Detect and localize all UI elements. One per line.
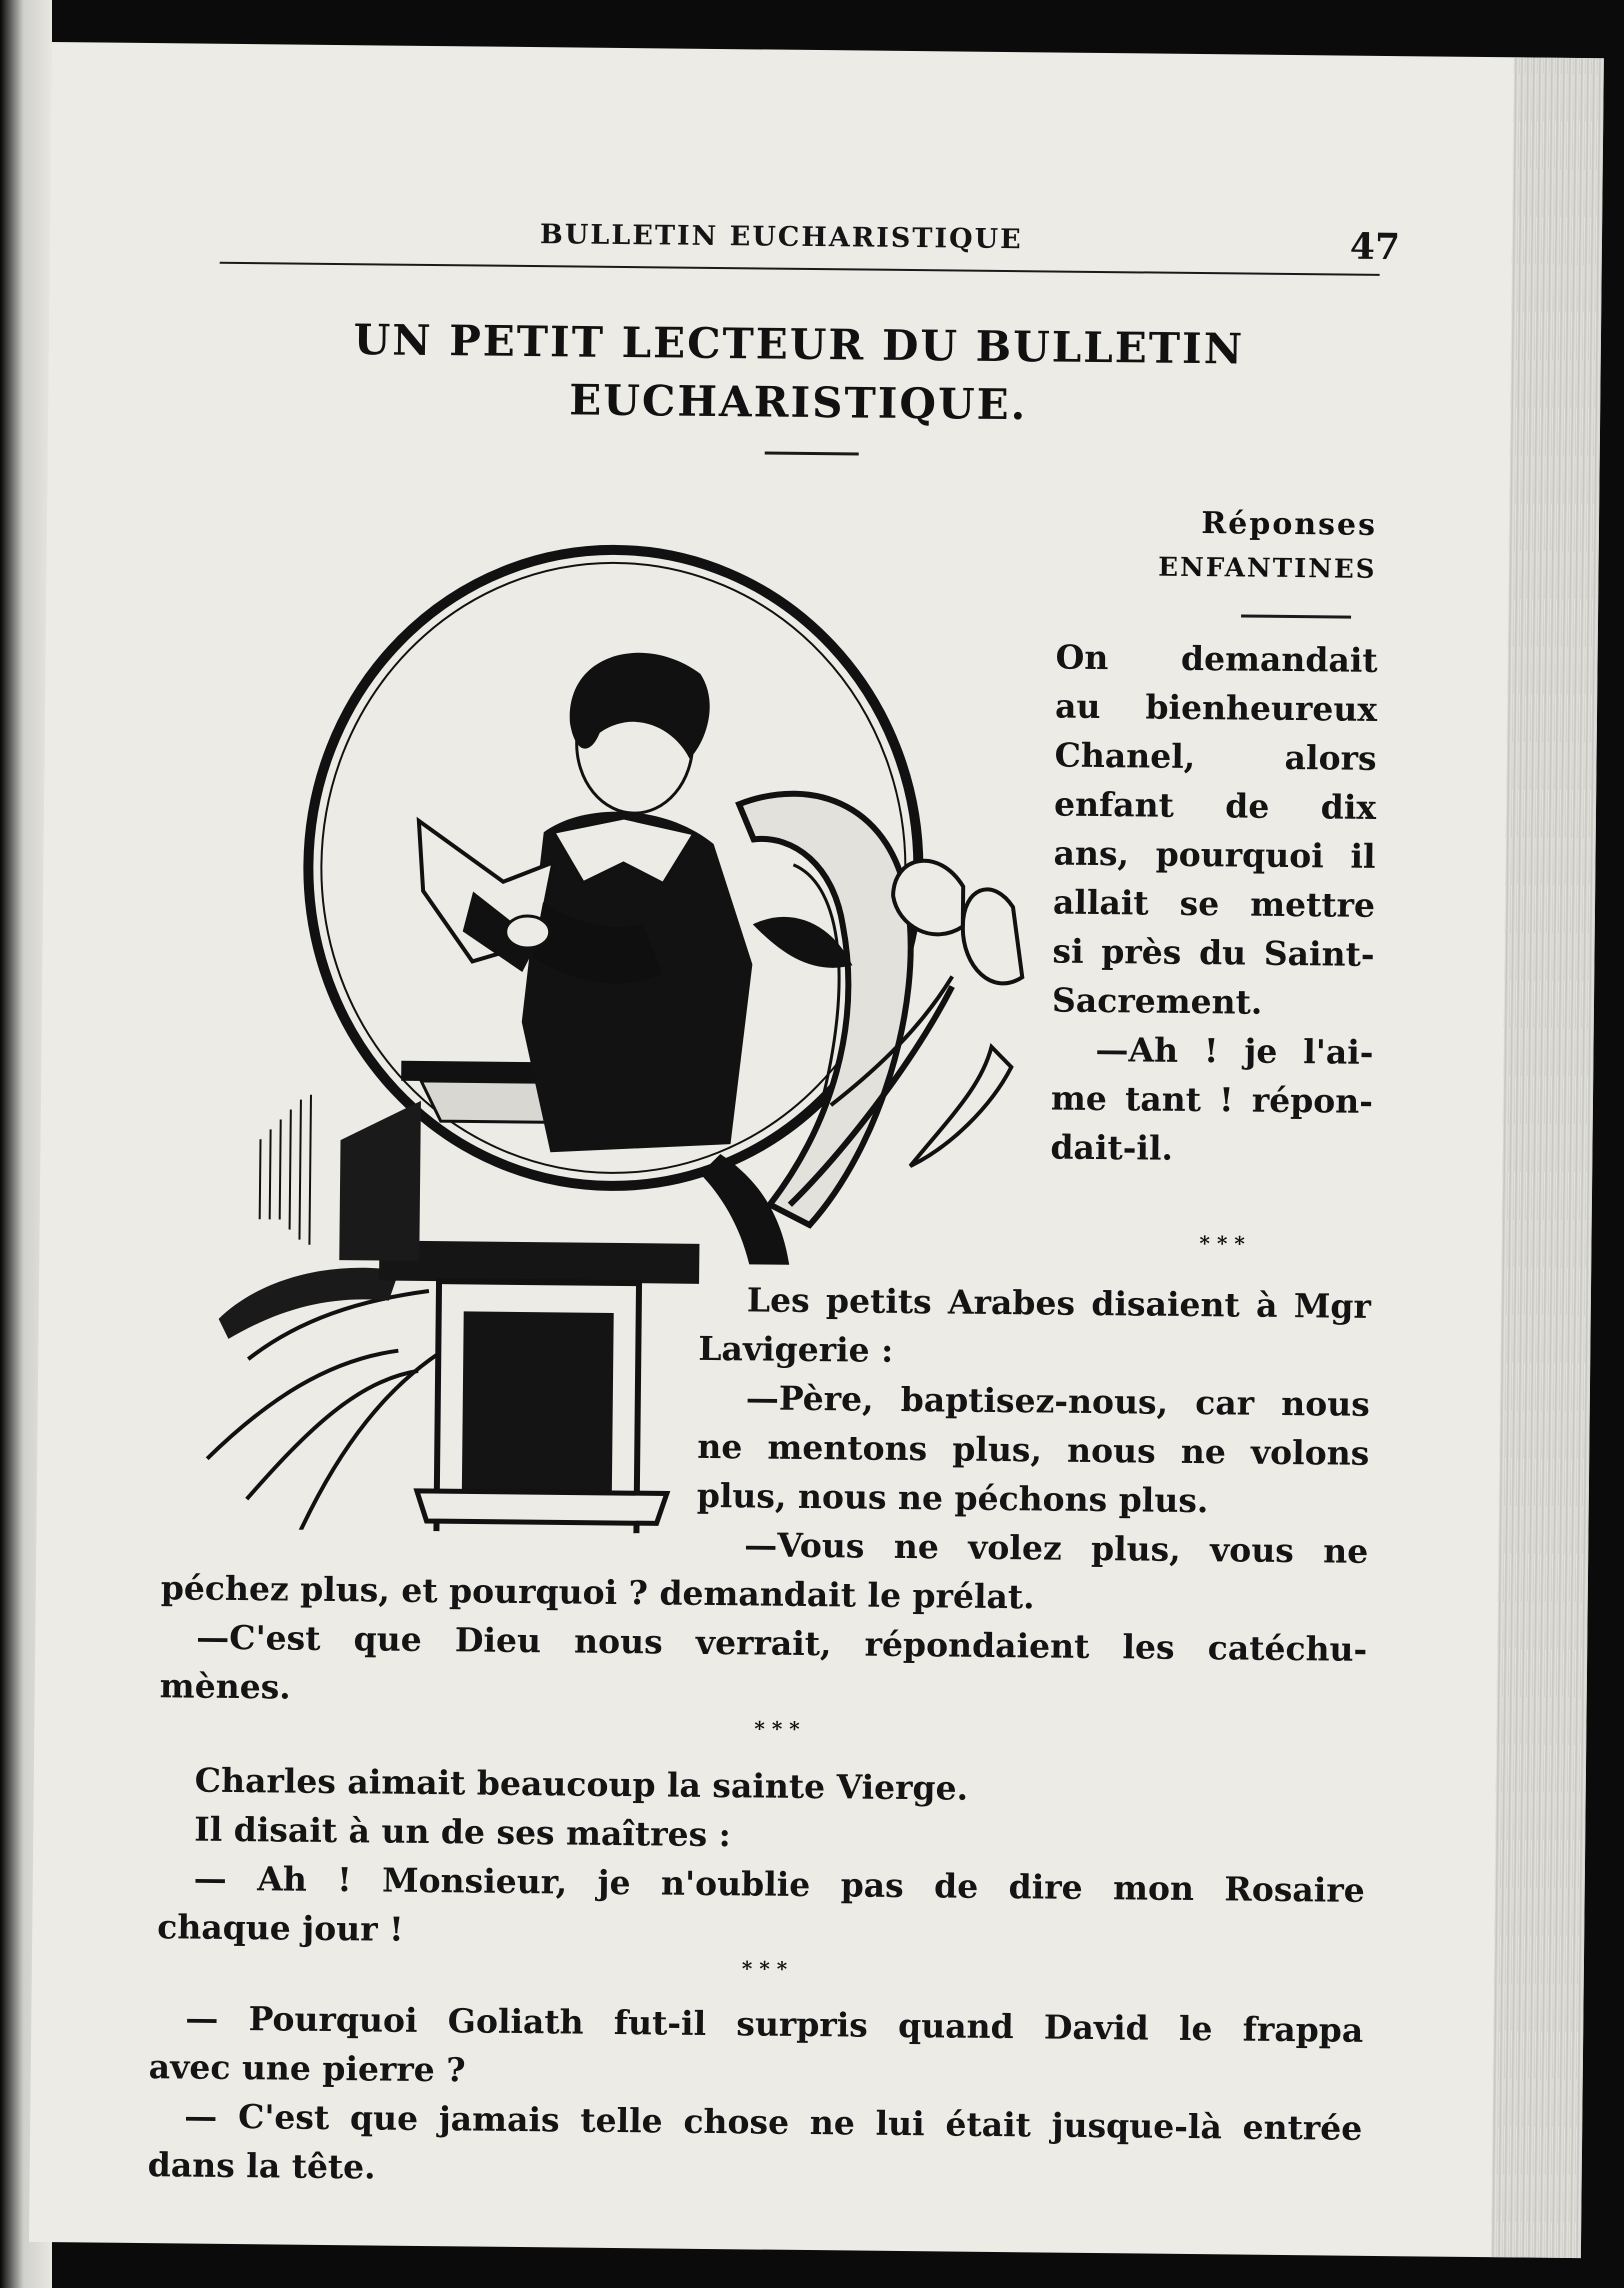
text-line: chaque jour ! (157, 1907, 404, 1949)
page-stack-edge (1491, 57, 1604, 2258)
story-arabes-wide (160, 1563, 1368, 1723)
text-line: ans, pourquoi il (1053, 833, 1376, 876)
text-line: —C'est que Dieu nous verrait, répondaient les catéchu- (196, 1617, 1368, 1669)
book-page (29, 42, 1604, 2258)
text-line: plus, nous ne péchons plus. (696, 1475, 1209, 1521)
section-heading (1104, 501, 1377, 592)
text-line: On demandait (1055, 637, 1378, 680)
text-line: péchez plus, et pourquoi ? demandait le prélat. (160, 1568, 1035, 1617)
text-line: me tant ! répon- (1050, 1078, 1374, 1121)
text-line: au bienheureux (1054, 686, 1378, 729)
section-separator: * * * (1199, 1231, 1245, 1256)
section-heading-line-1: Réponses (1201, 506, 1378, 543)
story-arabes-narrow (696, 1275, 1371, 1576)
text-line: allait se mettre (1052, 882, 1376, 925)
column-text (1050, 633, 1378, 1175)
text-line: avec une pierre ? (148, 2047, 466, 2090)
section-rule (1241, 614, 1351, 618)
text-line: enfant de dix (1053, 784, 1377, 827)
text-line: ne mentons plus, nous ne volons (697, 1426, 1370, 1473)
text-line: si près du Saint- (1052, 931, 1375, 974)
text-line: mènes. (159, 1666, 291, 1707)
text-line: Charles aimait beaucoup la sainte Vierge. (194, 1760, 969, 1808)
title-rule (765, 451, 859, 455)
text-line: Les petits Arabes disaient à Mgr (746, 1280, 1372, 1326)
section-heading-line-2: ENFANTINES (1158, 552, 1377, 585)
story-goliath (148, 1993, 1364, 2202)
article-title-line-1: UN PETIT LECTEUR DU BULLETIN (353, 315, 1245, 374)
text-line: Chanel, alors (1054, 735, 1377, 778)
article-title (218, 310, 1379, 438)
text-line: dait-il. (1050, 1127, 1174, 1168)
text-line: —Ah ! je l'ai- (1095, 1029, 1374, 1072)
text-line: —Père, baptisez-nous, car nous (745, 1378, 1371, 1424)
header-rule (220, 262, 1380, 276)
page-number: 47 (1349, 225, 1401, 269)
text-line: dans la tête. (147, 2145, 376, 2187)
text-line: — Ah ! Monsieur, je n'oublie pas de dire mon Rosaire (193, 1858, 1365, 1910)
text-line: — C'est que jamais telle chose ne lui était jusque-là entrée (184, 2096, 1363, 2148)
story-charles (157, 1755, 1366, 1964)
text-line: Lavigerie : (698, 1328, 894, 1370)
section-separator: * * * (754, 1716, 800, 1741)
article-title-line-2: EUCHARISTIQUE. (569, 375, 1028, 430)
text-line: Sacrement. (1051, 980, 1263, 1022)
section-separator: * * * (741, 1956, 788, 1981)
text-line: —Vous ne volez plus, vous ne (744, 1525, 1369, 1571)
text-line: Il disait à un de ses maîtres : (194, 1809, 732, 1855)
text-line: — Pourquoi Goliath fut-il surpris quand David le frappa (185, 1998, 1364, 2050)
running-head: BULLETIN EUCHARISTIQUE (539, 219, 1023, 256)
